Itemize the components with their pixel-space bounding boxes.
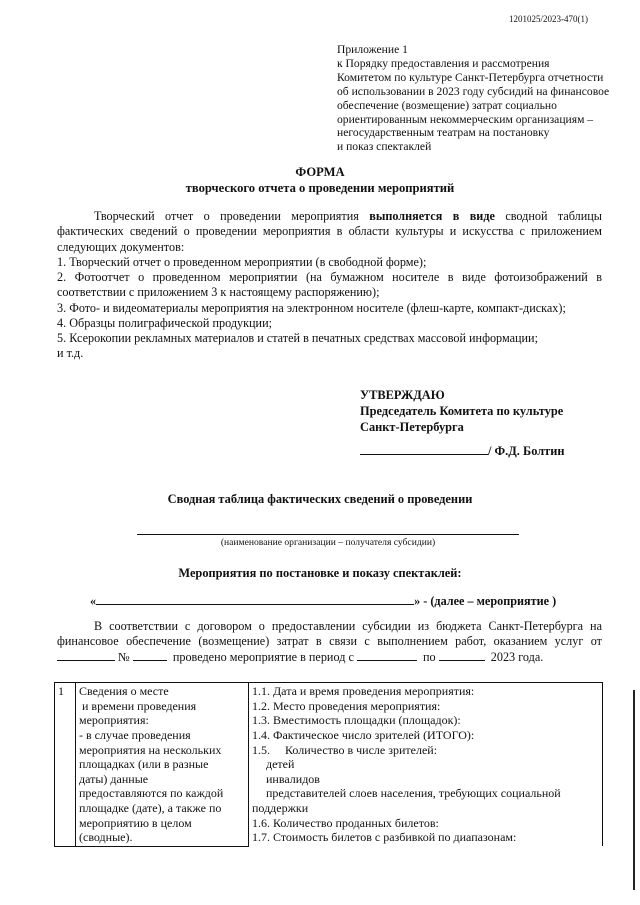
- contract-number-blank[interactable]: [133, 650, 167, 661]
- table-row: [55, 683, 603, 847]
- detail-line: поддержки: [252, 801, 309, 815]
- signature-line: [360, 443, 610, 459]
- detail-line: 1.3. Вместимость площадки (площадок):: [252, 713, 461, 728]
- appendix-line: обеспечение (возмещение) затрат социально: [337, 98, 557, 112]
- left-cell-line: даты) данные: [79, 771, 149, 786]
- left-cell-line: мероприятию в целом: [79, 815, 192, 830]
- signer-name: / Ф.Д. Болтин: [488, 444, 565, 459]
- appendix-line: негосударственным театрам на постановку: [337, 126, 550, 140]
- appendix-line: Приложение 1: [337, 43, 408, 56]
- appendix-line: ориентированным некоммерческим организациям –: [337, 112, 594, 126]
- form-subtitle: творческого отчета о проведении мероприятий: [185, 181, 455, 196]
- contract-part1: В соответствии с договором о предоставлении субсидии из бюджета Санкт-Петербурга на финансовое обеспечение (возмещение) затрат в связи с выполнением работ, оказанием услуг от: [57, 619, 602, 649]
- approval-block: [360, 387, 610, 460]
- event-details-cell: [249, 683, 603, 847]
- event-name-line: [90, 594, 610, 609]
- contract-date-blank[interactable]: [57, 650, 115, 661]
- period-to-label: по: [423, 649, 436, 664]
- appendix-line: об использовании в 2023 году субсидий на финансовое: [337, 84, 610, 98]
- list-item: 3. Фото- и видеоматериалы мероприятия на электронном носителе (флеш-карте, компакт-дисках);: [57, 300, 566, 315]
- contract-paragraph: [57, 619, 602, 665]
- scan-edge-mark: [633, 690, 637, 890]
- approve-city: Санкт-Петербурга: [360, 420, 464, 435]
- left-cell-line: Сведения о месте: [79, 684, 169, 698]
- appendix-line: Комитетом по культуре Санкт-Петербурга отчетности: [337, 70, 604, 84]
- left-cell-line: площадке (дате), а также по: [79, 801, 222, 815]
- detail-line: 1.5. Количество в числе зрителей:: [252, 742, 438, 757]
- left-cell-line: - в случае проведения: [79, 727, 191, 742]
- intro-lead-start: Творческий отчет о проведении мероприятия: [94, 209, 370, 223]
- contract-part2: проведено мероприятие в период с: [172, 649, 354, 664]
- appendix-line: и показ спектаклей: [337, 140, 432, 154]
- intro-section: [57, 209, 602, 362]
- appendix-line: к Порядку предоставления и рассмотрения: [337, 56, 550, 70]
- detail-line: инвалидов: [266, 771, 320, 786]
- approve-title: УТВЕРЖДАЮ: [360, 388, 445, 402]
- detail-line: 1.7. Стоимость билетов с разбивкой по диапазонам:: [252, 830, 517, 845]
- contract-year: 2023 года.: [490, 649, 544, 664]
- left-cell-line: мероприятия на нескольких: [79, 742, 222, 757]
- left-cell-line: мероприятия:: [79, 713, 149, 728]
- list-item: 4. Образцы полиграфической продукции;: [57, 315, 272, 330]
- number-sign: №: [118, 649, 130, 664]
- events-title: Мероприятия по постановке и показу спектаклей:: [178, 566, 462, 580]
- intro-lead-bold: выполняется в виде: [369, 209, 495, 223]
- detail-line: 1.1. Дата и время проведения мероприятия:: [252, 684, 475, 698]
- row-number-cell: 1: [55, 683, 76, 847]
- appendix-header: [337, 43, 627, 154]
- detail-line: 1.2. Место проведения мероприятия:: [252, 698, 441, 713]
- organization-name-blank[interactable]: [137, 534, 519, 535]
- event-name-blank[interactable]: [96, 594, 414, 605]
- period-start-blank[interactable]: [357, 650, 417, 661]
- intro-etc: и т.д.: [57, 346, 84, 361]
- contract-text: [57, 619, 602, 665]
- form-title: ФОРМА: [295, 165, 345, 179]
- form-title-block: [0, 164, 640, 197]
- detail-line: представителей слоев населения, требующих социальной: [266, 786, 561, 801]
- document-number: 1201025/2023-470(1): [509, 14, 588, 24]
- left-cell-line: и времени проведения: [82, 698, 197, 713]
- organization-caption: (наименование организации – получателя субсидии): [220, 537, 436, 548]
- detail-line: 1.4. Фактическое число зрителей (ИТОГО):: [252, 727, 475, 742]
- summary-table: [54, 682, 603, 847]
- list-item: 1. Творческий отчет о проведенном мероприятии (в свободной форме);: [57, 254, 427, 269]
- left-cell-line: предоставляются по каждой: [79, 786, 224, 801]
- left-cell-line: площадках (или в разные: [79, 757, 209, 772]
- approve-position: Председатель Комитета по культуре: [360, 404, 564, 419]
- detail-line: 1.6. Количество проданных билетов:: [252, 815, 439, 830]
- signature-blank[interactable]: [360, 444, 488, 455]
- place-time-cell: [76, 683, 249, 847]
- open-quote: «: [90, 594, 97, 608]
- detail-line: детей: [266, 757, 295, 772]
- summary-table-title: Сводная таблица фактических сведений о проведении: [167, 492, 473, 506]
- left-cell-line: (сводные).: [79, 830, 133, 845]
- intro-lead: [57, 209, 602, 255]
- event-line-suffix: » - (далее – мероприятие ): [414, 594, 557, 608]
- period-end-blank[interactable]: [439, 650, 485, 661]
- list-item: 5. Ксерокопии рекламных материалов и статей в печатных средствах массовой информации;: [57, 331, 538, 345]
- intro-lead-end: сводной таблицы фактических сведений о проведении мероприятия в области культуры и искусства с приложением следующих документов:: [57, 209, 602, 254]
- list-item: 2. Фотоотчет о проведенном мероприятии (на бумажном носителе в виде фотоизображений в соответствии с приложением 3 к настоящему распоряжению);: [57, 270, 602, 300]
- document-list: [57, 255, 602, 347]
